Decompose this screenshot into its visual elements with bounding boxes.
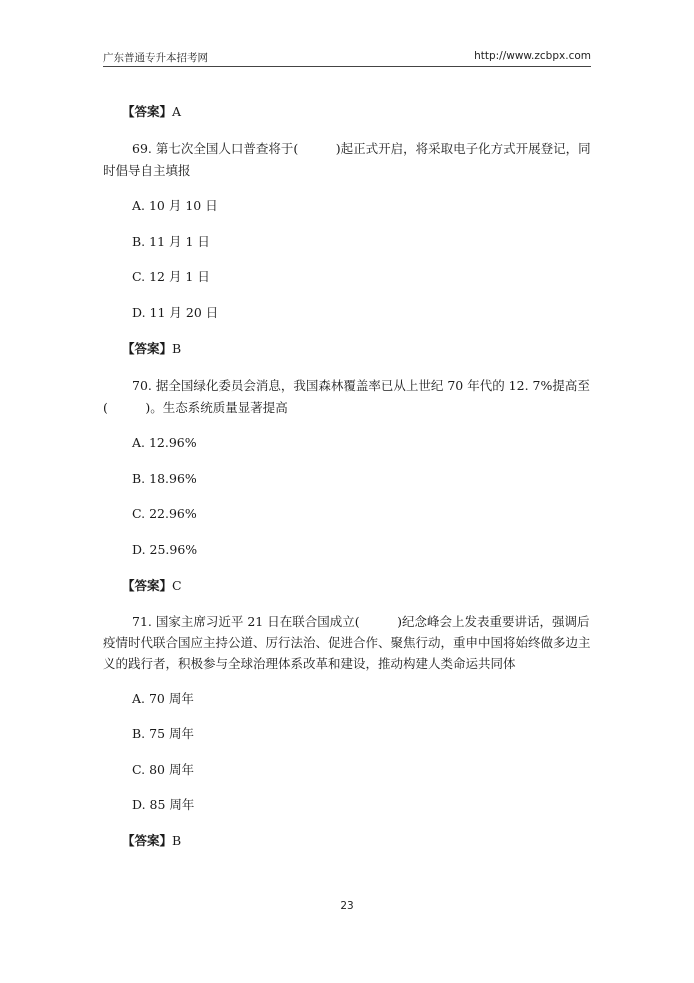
- page-header: [103, 50, 591, 64]
- option-71-a: A. 70 周年: [132, 691, 194, 706]
- answer-label: 【答案】: [122, 341, 173, 356]
- question-71-text-cont2: 义的践行者，积极参与全球治理体系改革和建设，推动构建人类命运共同体: [103, 656, 516, 671]
- option-71-c: C. 80 周年: [132, 762, 194, 777]
- option-69-a: A. 10 月 10 日: [132, 198, 218, 213]
- question-70-text: 70. 据全国绿化委员会消息，我国森林覆盖率已从上世纪 70 年代的 12. 7%提高至: [132, 378, 590, 393]
- answer-label: 【答案】: [122, 833, 173, 848]
- option-70-c: C. 22.96%: [132, 506, 197, 521]
- option-70-d: D. 25.96%: [132, 542, 198, 557]
- answer-label: 【答案】: [122, 104, 173, 119]
- site-url: http://www.zcbpx.com: [474, 50, 591, 62]
- page-number: 23: [340, 900, 354, 912]
- question-69-text: 69. 第七次全国人口普查将于( )起正式开启，将采取电子化方式开展登记，同: [132, 141, 591, 156]
- option-69-d: D. 11 月 20 日: [132, 305, 219, 320]
- answer-value: C: [172, 578, 182, 593]
- answer-value: A: [172, 104, 182, 119]
- answer-70: [122, 578, 182, 594]
- answer-69: [122, 341, 181, 357]
- question-71-text-cont: 疫情时代联合国应主持公道、厉行法治、促进合作、聚焦行动，重申中国将始终做多边主: [103, 635, 591, 650]
- header-divider: [103, 66, 591, 67]
- question-71-text: 71. 国家主席习近平 21 日在联合国成立( )纪念峰会上发表重要讲话，强调后: [132, 614, 590, 629]
- answer-value: B: [172, 833, 182, 848]
- option-69-c: C. 12 月 1 日: [132, 269, 210, 284]
- option-71-d: D. 85 周年: [132, 797, 195, 812]
- question-70-text-cont: ( )。生态系统质量显著提高: [103, 400, 288, 415]
- answer-value: B: [172, 341, 182, 356]
- question-69-text-cont: 时倡导自主填报: [103, 163, 191, 178]
- answer-line: [122, 104, 181, 120]
- answer-label: 【答案】: [122, 578, 173, 593]
- answer-71: [122, 833, 181, 849]
- site-name: 广东普通专升本招考网: [103, 52, 208, 64]
- option-70-a: A. 12.96%: [132, 435, 197, 450]
- option-70-b: B. 18.96%: [132, 471, 197, 486]
- option-69-b: B. 11 月 1 日: [132, 234, 210, 249]
- option-71-b: B. 75 周年: [132, 726, 195, 741]
